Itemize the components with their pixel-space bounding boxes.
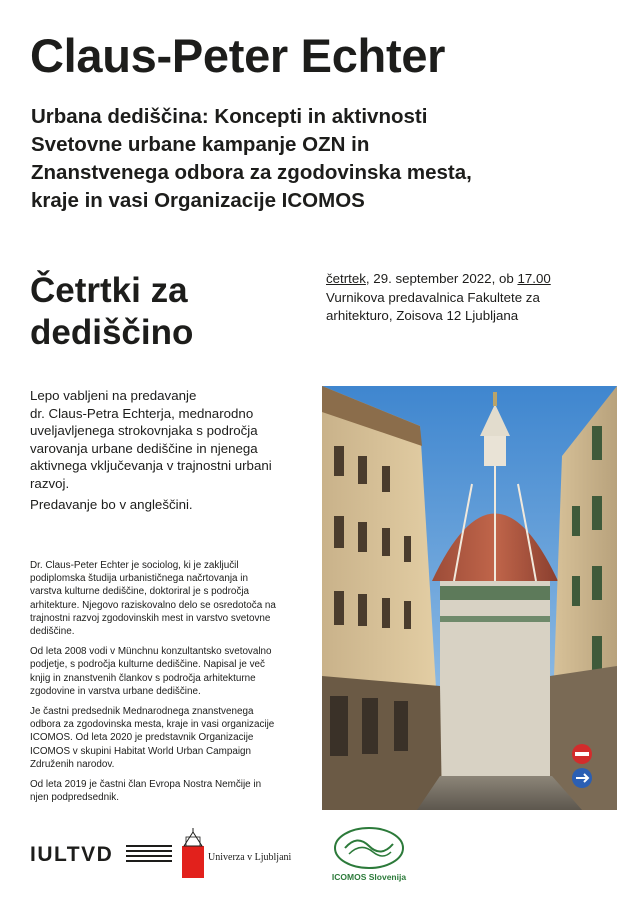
lecture-title-line: kraje in vasi Organizacije ICOMOS xyxy=(31,189,365,212)
invitation-line: Lepo vabljeni na predavanje xyxy=(30,388,197,403)
event-time: 17.00 xyxy=(517,271,551,286)
event-day: četrtek xyxy=(326,271,366,286)
event-venue-line: Vurnikova predavalnica Fakultete za xyxy=(326,289,540,305)
bio-paragraph xyxy=(30,778,315,804)
lecture-title xyxy=(31,103,571,215)
invitation-line: dr. Claus-Petra Echterja, mednarodno xyxy=(30,405,254,421)
lecture-title-line: Znanstvenega odbora za zgodovinska mesta, xyxy=(31,161,472,184)
bio-line: trajnostni razvoj zgodovinskih mest in varstvo svetovne xyxy=(30,612,271,624)
event-date: , 29. september 2022, ob xyxy=(365,271,518,286)
bio-line: Je častni predsednik Mednarodnega znanstvenega xyxy=(30,706,254,718)
bio-line: arhitekture. Njegovo raziskovalno delo se osredotoča na xyxy=(30,599,276,611)
speaker-name: Claus-Peter Echter xyxy=(30,29,446,82)
invitation-line: varovanja urbane dediščine in njenega xyxy=(30,440,258,456)
bio-line: podjetje, s področja kulturne dediščine. Napisal je več xyxy=(30,659,265,671)
series-title-line: Četrtki za xyxy=(30,271,188,310)
invitation-line: uveljavljenega strokovnjaka s področja xyxy=(30,423,258,438)
bio-line: Od leta 2019 je častni član Evropa Nostra Nemčije in xyxy=(30,779,262,791)
bio-line: knjig in znanstvenih člankov s področja arhitekturne xyxy=(30,672,256,684)
series-title-line: dediščino xyxy=(30,313,194,352)
speaker-bio xyxy=(30,559,315,811)
iultvd-subtext-graphic xyxy=(126,845,172,865)
invitation-line: aktivnega vključevanja v trajnostni urbani xyxy=(30,458,272,473)
language-note: Predavanje bo v angleščini. xyxy=(30,497,193,512)
bio-line: varstva kulturne dediščine, doktoriral je s področja xyxy=(30,586,250,598)
bio-line: odbora za zgodovinska mesta, kraje in vasi organizacije xyxy=(30,719,275,731)
event-venue-line: arhitekturo, Zoisova 12 Ljubljana xyxy=(326,308,519,323)
event-date-line xyxy=(326,270,626,289)
bio-line: Dr. Claus-Peter Echter je sociolog, ki je zaključil xyxy=(30,560,239,571)
invitation-text xyxy=(30,387,310,492)
bio-line: podiplomska študija urbanističnega načrtovanja in xyxy=(30,573,248,585)
bio-paragraph xyxy=(30,645,315,698)
bio-line: ICOMOS v skupini Habitat World Urban Campaign xyxy=(30,745,251,757)
iultvd-logo-text: IULTVD xyxy=(30,843,114,866)
bio-line: ICOMOS. Od leta 2020 je predstavnik Organizacije xyxy=(30,732,254,744)
bio-paragraph xyxy=(30,559,315,638)
invitation-line: razvoj. xyxy=(30,475,70,491)
florence-cathedral-photo xyxy=(322,386,617,810)
lecture-title-line: Svetovne urbane kampanje OZN in xyxy=(31,133,370,156)
iultvd-logo xyxy=(30,840,113,870)
bio-line: Od leta 2008 vodi v Münchnu konzultantsko svetovalno xyxy=(30,646,272,658)
event-details xyxy=(326,270,626,326)
bio-line: zgodovine in varstva urbane dediščine. xyxy=(30,685,201,697)
lecture-title-line: Urbana dediščina: Koncepti in aktivnosti xyxy=(31,105,428,128)
series-title xyxy=(30,270,300,354)
university-ljubljana-text: Univerza v Ljubljani xyxy=(208,852,292,863)
bio-line: njen podpredsednik. xyxy=(30,792,119,804)
bio-line: dediščine. xyxy=(30,626,75,638)
bio-line: Združenih narodov. xyxy=(30,758,115,770)
icomos-slovenija-text: ICOMOS Slovenija xyxy=(331,872,407,882)
bio-paragraph xyxy=(30,705,315,771)
